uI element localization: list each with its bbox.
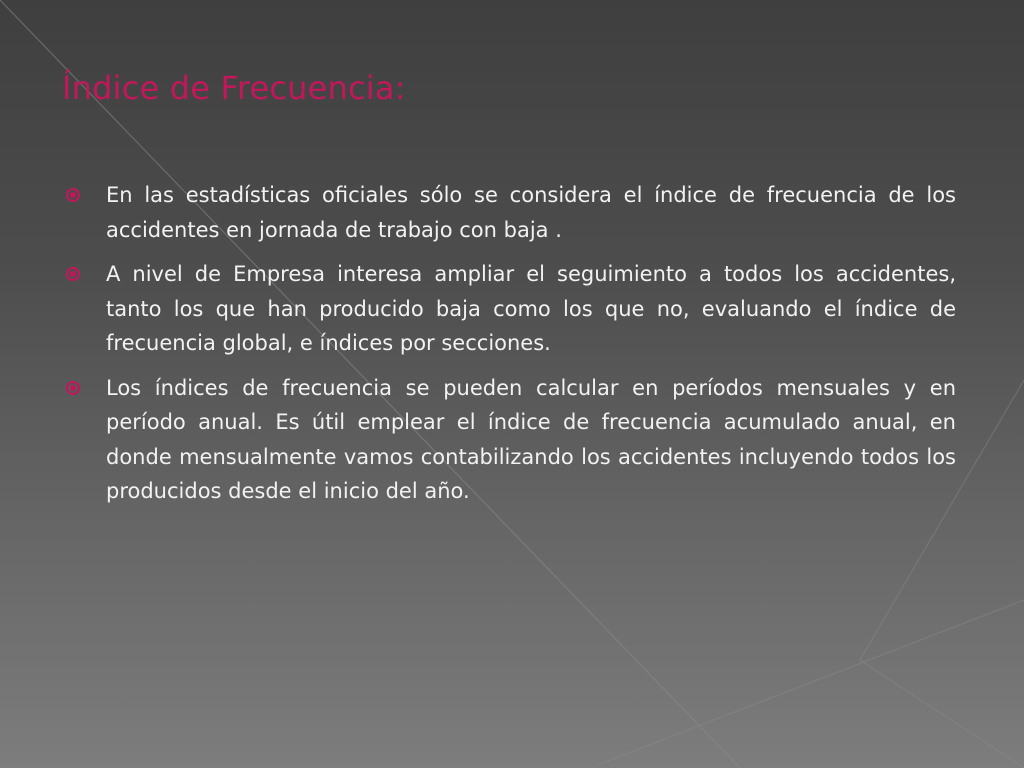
bullet-item	[66, 371, 956, 509]
circle-dot-icon	[66, 381, 80, 395]
circle-dot-icon	[66, 188, 80, 202]
bullet-text: Los índices de frecuencia se pueden calcular en períodos mensuales y en período anual. Es útil emplear el índice de frecuencia acumulado anual, en donde mensualmente vamos contabilizando los accidentes incluyendo todos los producidos desde el inicio del año.	[106, 375, 956, 503]
bullet-list	[66, 178, 956, 519]
bullet-text: A nivel de Empresa interesa ampliar el seguimiento a todos los accidentes, tanto los que han producido baja como los que no, evaluando el índice de frecuencia global, e índices por secciones.	[106, 262, 956, 355]
bullet-item	[66, 257, 956, 361]
slide-title: Índice de Frecuencia:	[62, 69, 406, 107]
bullet-item	[66, 178, 956, 247]
diagonal-line-corner	[860, 660, 1024, 768]
circle-dot-icon	[66, 267, 80, 281]
bullet-text: En las estadísticas oficiales sólo se considera el índice de frecuencia de los accidentes en jornada de trabajo con baja .	[106, 183, 956, 242]
diagonal-line-lower	[590, 600, 1024, 768]
